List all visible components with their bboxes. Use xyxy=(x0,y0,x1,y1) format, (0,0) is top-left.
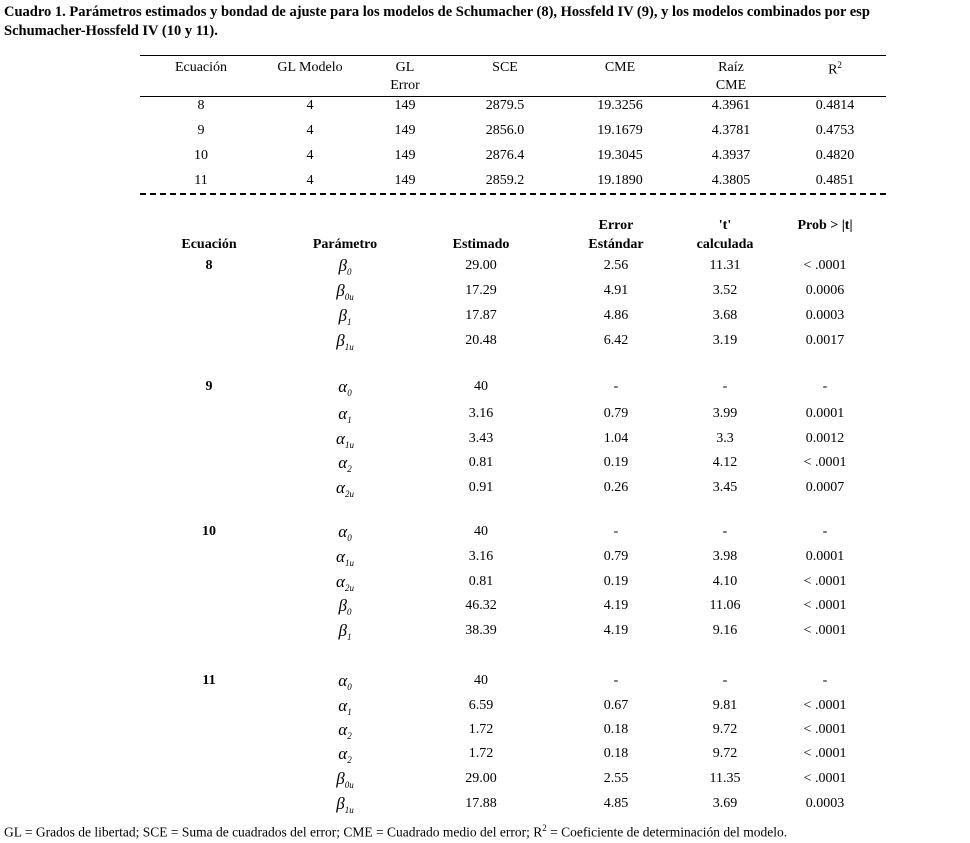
t1-cell-cme: 19.1890 xyxy=(597,173,643,188)
t2-cell-estimado: 6.59 xyxy=(468,698,494,713)
t2-cell-estimado: 17.29 xyxy=(465,283,497,298)
t1-cell-gl_error: 149 xyxy=(394,98,416,113)
t2-cell-prob: 0.0017 xyxy=(805,333,845,348)
t2-cell-estimado: 0.81 xyxy=(468,455,494,470)
t1-cell-raiz_cme: 4.3961 xyxy=(711,98,751,113)
t1-cell-raiz_cme: 4.3937 xyxy=(711,148,751,163)
t2-cell-estimado: 38.39 xyxy=(465,623,497,638)
t2-cell-error: 2.55 xyxy=(603,771,629,786)
t2-cell-error: 0.19 xyxy=(603,455,629,470)
t2-cell-prob: < .0001 xyxy=(803,746,847,761)
t2-cell-error: 2.56 xyxy=(603,258,629,273)
t2-header-parametro: Parámetro xyxy=(312,237,378,252)
t2-cell-t: 3.68 xyxy=(712,308,738,323)
t2-cell-error: 1.04 xyxy=(603,431,629,446)
t2-cell-prob: 0.0006 xyxy=(805,283,845,298)
t2-cell-error: 0.19 xyxy=(603,574,629,589)
t2-cell-t: 3.98 xyxy=(712,549,738,564)
t2-cell-error: 6.42 xyxy=(603,333,629,348)
t2-cell-t: 4.12 xyxy=(712,455,738,470)
t2-cell-estimado: 29.00 xyxy=(465,258,497,273)
t2-parametro-symbol: $\beta_{1u}$ xyxy=(336,331,354,352)
t2-parametro-symbol: $\alpha_2$ xyxy=(338,720,352,741)
t2-cell-prob: < .0001 xyxy=(803,698,847,713)
t2-cell-t: 3.99 xyxy=(712,406,738,421)
t2-parametro-symbol: $\alpha_0$ xyxy=(338,671,352,692)
t1-header-gl-error-2: Error xyxy=(390,78,420,93)
footnote: GL = Grados de libertad; SCE = Suma de cuadrados del error; CME = Cuadrado medio del error; $R^2$ = Coeficiente de determinación del modelo. xyxy=(4,823,788,840)
t1-cell-gl_modelo: 4 xyxy=(306,173,314,188)
t2-cell-error: - xyxy=(613,524,619,539)
t2-cell-prob: < .0001 xyxy=(803,455,847,470)
t2-cell-t: 4.10 xyxy=(712,574,738,589)
t2-cell-estimado: 3.16 xyxy=(468,549,494,564)
t1-cell-sce: 2879.5 xyxy=(485,98,525,113)
t2-cell-t: 11.06 xyxy=(709,598,741,613)
t1-header-cme: CME xyxy=(604,60,636,75)
t1-header-gl-error-1: GL xyxy=(395,60,415,75)
t2-cell-error: 0.67 xyxy=(603,698,629,713)
t2-group-ecuacion: 9 xyxy=(205,379,213,394)
t2-cell-estimado: 17.88 xyxy=(465,796,497,811)
t2-cell-t: 11.31 xyxy=(709,258,741,273)
t2-parametro-symbol: $\alpha_1$ xyxy=(338,696,352,717)
t2-header-t-1: 't' xyxy=(718,218,732,233)
t2-cell-error: - xyxy=(613,379,619,394)
t1-header-ecuacion: Ecuación xyxy=(174,60,228,75)
t2-parametro-symbol: $\beta_1$ xyxy=(338,306,352,327)
t2-cell-estimado: 40 xyxy=(474,379,488,394)
t1-header-raiz-1: Raíz xyxy=(718,60,744,75)
t1-cell-sce: 2876.4 xyxy=(485,148,525,163)
t2-cell-estimado: 1.72 xyxy=(468,722,494,737)
t2-cell-prob: < .0001 xyxy=(803,771,847,786)
t2-cell-prob: < .0001 xyxy=(803,574,847,589)
t2-cell-error: 4.19 xyxy=(603,598,629,613)
t2-cell-t: - xyxy=(722,524,728,539)
t1-cell-sce: 2859.2 xyxy=(485,173,525,188)
t1-cell-gl_error: 149 xyxy=(394,123,416,138)
t1-cell-sce: 2856.0 xyxy=(485,123,525,138)
t2-cell-error: 0.79 xyxy=(603,406,629,421)
t2-header-estimado: Estimado xyxy=(452,237,510,252)
t2-cell-error: 0.18 xyxy=(603,746,629,761)
t2-cell-t: 9.72 xyxy=(712,722,738,737)
t1-header-raiz-2: CME xyxy=(715,78,747,93)
t2-cell-error: 4.85 xyxy=(603,796,629,811)
t2-parametro-symbol: $\alpha_{2u}$ xyxy=(336,478,354,499)
t2-cell-error: 4.86 xyxy=(603,308,629,323)
t2-cell-error: 0.26 xyxy=(603,480,629,495)
table1-bottom-rule xyxy=(140,193,886,195)
t2-cell-estimado: 1.72 xyxy=(468,746,494,761)
t2-cell-error: 4.19 xyxy=(603,623,629,638)
t1-cell-gl_error: 149 xyxy=(394,173,416,188)
t1-cell-raiz_cme: 4.3805 xyxy=(711,173,751,188)
t2-cell-estimado: 0.91 xyxy=(468,480,494,495)
t1-cell-gl_modelo: 4 xyxy=(306,98,314,113)
t2-parametro-symbol: $\beta_0$ xyxy=(338,596,352,617)
t2-parametro-symbol: $\alpha_1$ xyxy=(338,404,352,425)
t2-parametro-symbol: $\alpha_{2u}$ xyxy=(336,572,354,593)
t2-cell-t: 3.69 xyxy=(712,796,738,811)
t2-cell-t: 9.16 xyxy=(712,623,738,638)
t1-cell-cme: 19.1679 xyxy=(597,123,643,138)
caption-line-2: Schumacher-Hossfeld IV (10 y 11). xyxy=(4,23,218,39)
t2-cell-prob: 0.0003 xyxy=(805,308,845,323)
t2-cell-error: 4.91 xyxy=(603,283,629,298)
t2-cell-prob: 0.0003 xyxy=(805,796,845,811)
t2-cell-t: - xyxy=(722,673,728,688)
t1-cell-ecuacion: 11 xyxy=(194,173,208,188)
t2-cell-estimado: 29.00 xyxy=(465,771,497,786)
t2-cell-t: 9.72 xyxy=(712,746,738,761)
t2-parametro-symbol: $\alpha_{1u}$ xyxy=(336,547,354,568)
t2-cell-estimado: 3.16 xyxy=(468,406,494,421)
t1-cell-r2: 0.4851 xyxy=(815,173,855,188)
t2-header-error-2: Estándar xyxy=(588,237,644,252)
t2-cell-t: 3.52 xyxy=(712,283,738,298)
t1-header-gl-modelo: GL Modelo xyxy=(277,60,343,75)
t2-parametro-symbol: $\alpha_2$ xyxy=(338,453,352,474)
t1-cell-ecuacion: 10 xyxy=(194,148,208,163)
t2-cell-estimado: 3.43 xyxy=(468,431,494,446)
t2-group-ecuacion: 10 xyxy=(202,524,216,539)
t2-cell-t: 3.3 xyxy=(716,431,734,446)
t2-parametro-symbol: $\beta_{1u}$ xyxy=(336,794,354,815)
t2-cell-estimado: 40 xyxy=(474,673,488,688)
t2-cell-prob: 0.0001 xyxy=(805,406,845,421)
caption-line-1: Cuadro 1. Parámetros estimados y bondad de ajuste para los modelos de Schumacher (8), Hossfeld IV (9), y los modelos combinados por esp xyxy=(4,4,870,20)
t2-cell-prob: - xyxy=(822,379,828,394)
t2-group-ecuacion: 11 xyxy=(202,673,216,688)
t2-cell-prob: 0.0007 xyxy=(805,480,845,495)
t1-cell-gl_modelo: 4 xyxy=(306,123,314,138)
t2-parametro-symbol: $\alpha_0$ xyxy=(338,377,352,398)
t1-cell-cme: 19.3256 xyxy=(597,98,643,113)
t2-cell-prob: < .0001 xyxy=(803,598,847,613)
t1-cell-gl_error: 149 xyxy=(394,148,416,163)
t2-header-t-2: calculada xyxy=(696,237,754,252)
t1-cell-r2: 0.4820 xyxy=(815,148,855,163)
t2-cell-estimado: 17.87 xyxy=(465,308,497,323)
table1-top-rule xyxy=(140,55,886,56)
table-caption xyxy=(4,3,870,41)
t2-cell-prob: - xyxy=(822,524,828,539)
t2-parametro-symbol: $\beta_1$ xyxy=(338,621,352,642)
t2-cell-estimado: 0.81 xyxy=(468,574,494,589)
t1-cell-ecuacion: 8 xyxy=(197,98,205,113)
table1-header-rule xyxy=(140,96,886,97)
t1-cell-ecuacion: 9 xyxy=(197,123,205,138)
t2-cell-prob: < .0001 xyxy=(803,623,847,638)
t2-header-prob: Prob > |t| xyxy=(797,218,853,233)
t2-cell-error: 0.18 xyxy=(603,722,629,737)
t2-cell-prob: < .0001 xyxy=(803,258,847,273)
t2-cell-t: 11.35 xyxy=(709,771,741,786)
t1-cell-cme: 19.3045 xyxy=(597,148,643,163)
t2-cell-prob: 0.0012 xyxy=(805,431,845,446)
t2-cell-t: - xyxy=(722,379,728,394)
t1-cell-r2: 0.4753 xyxy=(815,123,855,138)
t2-cell-prob: 0.0001 xyxy=(805,549,845,564)
t2-cell-estimado: 46.32 xyxy=(465,598,497,613)
t2-cell-error: - xyxy=(613,673,619,688)
t2-header-error-1: Error xyxy=(598,218,634,233)
t1-header-r2: $R^2$ xyxy=(828,60,842,78)
t2-group-ecuacion: 8 xyxy=(205,258,213,273)
t2-cell-t: 9.81 xyxy=(712,698,738,713)
t1-header-sce: SCE xyxy=(492,60,518,75)
t2-parametro-symbol: $\beta_0$ xyxy=(338,256,352,277)
t2-cell-estimado: 20.48 xyxy=(465,333,497,348)
t1-cell-gl_modelo: 4 xyxy=(306,148,314,163)
t2-parametro-symbol: $\alpha_{1u}$ xyxy=(336,429,354,450)
t2-parametro-symbol: $\beta_{0u}$ xyxy=(336,769,354,790)
t2-cell-error: 0.79 xyxy=(603,549,629,564)
t2-cell-t: 3.19 xyxy=(712,333,738,348)
t2-parametro-symbol: $\alpha_2$ xyxy=(338,744,352,765)
t1-cell-r2: 0.4814 xyxy=(815,98,855,113)
t2-cell-prob: - xyxy=(822,673,828,688)
t2-cell-prob: < .0001 xyxy=(803,722,847,737)
t2-cell-estimado: 40 xyxy=(474,524,488,539)
t2-cell-t: 3.45 xyxy=(712,480,738,495)
t2-parametro-symbol: $\alpha_0$ xyxy=(338,522,352,543)
t1-cell-raiz_cme: 4.3781 xyxy=(711,123,751,138)
t2-parametro-symbol: $\beta_{0u}$ xyxy=(336,281,354,302)
t2-header-ecuacion: Ecuación xyxy=(181,237,237,252)
